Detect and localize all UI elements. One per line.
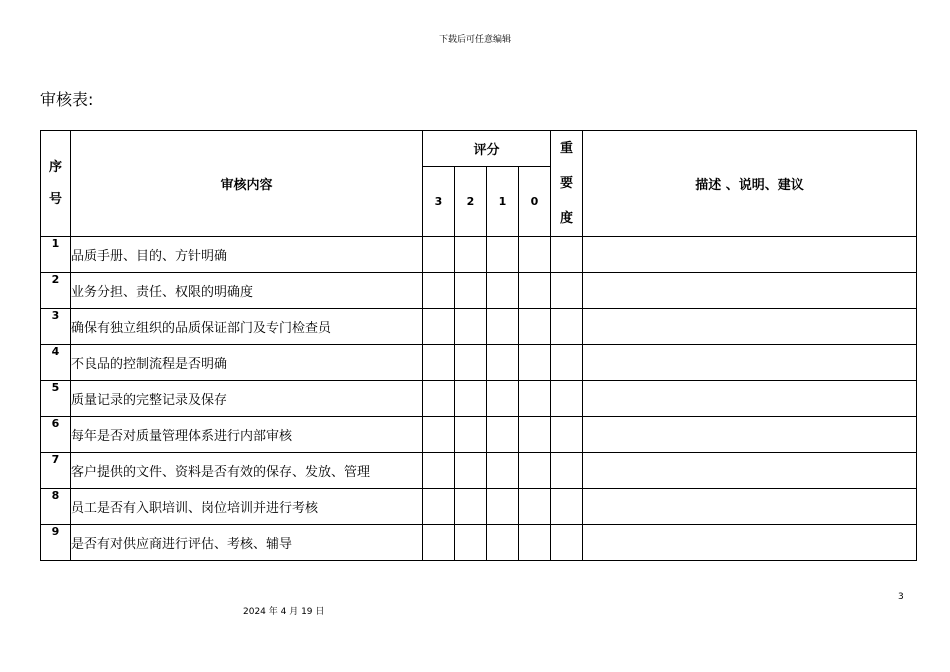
header-importance-line2: 要 [560, 176, 574, 191]
score-cell-1[interactable] [487, 453, 519, 489]
remarks-cell[interactable] [583, 381, 917, 417]
row-content: 每年是否对质量管理体系进行内部审核 [71, 417, 423, 453]
score-cell-3[interactable] [423, 309, 455, 345]
header-importance-line3: 度 [560, 211, 574, 226]
score-cell-2[interactable] [455, 417, 487, 453]
score-cell-0[interactable] [519, 309, 551, 345]
score-cell-3[interactable] [423, 273, 455, 309]
row-content: 品质手册、目的、方针明确 [71, 237, 423, 273]
importance-cell[interactable] [551, 453, 583, 489]
score-cell-0[interactable] [519, 273, 551, 309]
score-cell-2[interactable] [455, 345, 487, 381]
table-row [41, 453, 917, 489]
score-cell-0[interactable] [519, 489, 551, 525]
score-cell-2[interactable] [455, 237, 487, 273]
score-cell-3[interactable] [423, 525, 455, 561]
score-cell-2[interactable] [455, 453, 487, 489]
table-row [41, 237, 917, 273]
row-content: 员工是否有入职培训、岗位培训并进行考核 [71, 489, 423, 525]
header-score-1: 1 [487, 167, 519, 237]
page-number: 3 [898, 592, 904, 602]
remarks-cell[interactable] [583, 273, 917, 309]
score-cell-1[interactable] [487, 525, 519, 561]
score-cell-3[interactable] [423, 453, 455, 489]
importance-cell[interactable] [551, 489, 583, 525]
row-content: 是否有对供应商进行评估、考核、辅导 [71, 525, 423, 561]
importance-cell[interactable] [551, 309, 583, 345]
score-cell-2[interactable] [455, 273, 487, 309]
header-seq-line1: 序 [48, 159, 62, 175]
row-number: 1 [41, 237, 71, 273]
score-cell-1[interactable] [487, 309, 519, 345]
row-content: 客户提供的文件、资料是否有效的保存、发放、管理 [71, 453, 423, 489]
row-number: 5 [41, 381, 71, 417]
audit-table [40, 130, 917, 561]
header-seq-line2: 号 [48, 191, 62, 207]
score-cell-1[interactable] [487, 237, 519, 273]
header-score: 评分 [423, 131, 551, 167]
remarks-cell[interactable] [583, 345, 917, 381]
remarks-cell[interactable] [583, 417, 917, 453]
score-cell-2[interactable] [455, 381, 487, 417]
row-number: 7 [41, 453, 71, 489]
score-cell-0[interactable] [519, 381, 551, 417]
row-number: 2 [41, 273, 71, 309]
table-row [41, 345, 917, 381]
score-cell-0[interactable] [519, 417, 551, 453]
header-importance [551, 131, 583, 237]
score-cell-1[interactable] [487, 489, 519, 525]
header-score-2: 2 [455, 167, 487, 237]
footer-date: 2024 年 4 月 19 日 [243, 607, 325, 617]
header-seq [41, 131, 71, 237]
row-content: 质量记录的完整记录及保存 [71, 381, 423, 417]
table-row [41, 381, 917, 417]
score-cell-2[interactable] [455, 309, 487, 345]
table-row [41, 489, 917, 525]
score-cell-1[interactable] [487, 273, 519, 309]
remarks-cell[interactable] [583, 453, 917, 489]
importance-cell[interactable] [551, 345, 583, 381]
score-cell-1[interactable] [487, 381, 519, 417]
importance-cell[interactable] [551, 381, 583, 417]
row-number: 9 [41, 525, 71, 561]
score-cell-1[interactable] [487, 417, 519, 453]
score-cell-3[interactable] [423, 381, 455, 417]
score-cell-3[interactable] [423, 237, 455, 273]
table-row [41, 417, 917, 453]
score-cell-3[interactable] [423, 345, 455, 381]
score-cell-0[interactable] [519, 453, 551, 489]
header-note: 下载后可任意编辑 [438, 35, 511, 45]
remarks-cell[interactable] [583, 309, 917, 345]
row-number: 4 [41, 345, 71, 381]
score-cell-0[interactable] [519, 525, 551, 561]
table-row [41, 309, 917, 345]
header-content: 审核内容 [71, 131, 423, 237]
score-cell-2[interactable] [455, 489, 487, 525]
score-cell-0[interactable] [519, 237, 551, 273]
importance-cell[interactable] [551, 273, 583, 309]
score-cell-3[interactable] [423, 417, 455, 453]
importance-cell[interactable] [551, 417, 583, 453]
header-score-0: 0 [519, 167, 551, 237]
score-cell-0[interactable] [519, 345, 551, 381]
row-number: 8 [41, 489, 71, 525]
row-content: 不良品的控制流程是否明确 [71, 345, 423, 381]
remarks-cell[interactable] [583, 525, 917, 561]
importance-cell[interactable] [551, 237, 583, 273]
importance-cell[interactable] [551, 525, 583, 561]
row-content: 确保有独立组织的品质保证部门及专门检查员 [71, 309, 423, 345]
score-cell-1[interactable] [487, 345, 519, 381]
table-row [41, 525, 917, 561]
table-row [41, 273, 917, 309]
page-title: 审核表: [40, 90, 94, 109]
header-score-3: 3 [423, 167, 455, 237]
remarks-cell[interactable] [583, 489, 917, 525]
score-cell-2[interactable] [455, 525, 487, 561]
score-cell-3[interactable] [423, 489, 455, 525]
row-content: 业务分担、责任、权限的明确度 [71, 273, 423, 309]
remarks-cell[interactable] [583, 237, 917, 273]
header-remarks: 描述 、说明、建议 [583, 131, 917, 237]
row-number: 6 [41, 417, 71, 453]
row-number: 3 [41, 309, 71, 345]
header-importance-line1: 重 [560, 141, 574, 156]
